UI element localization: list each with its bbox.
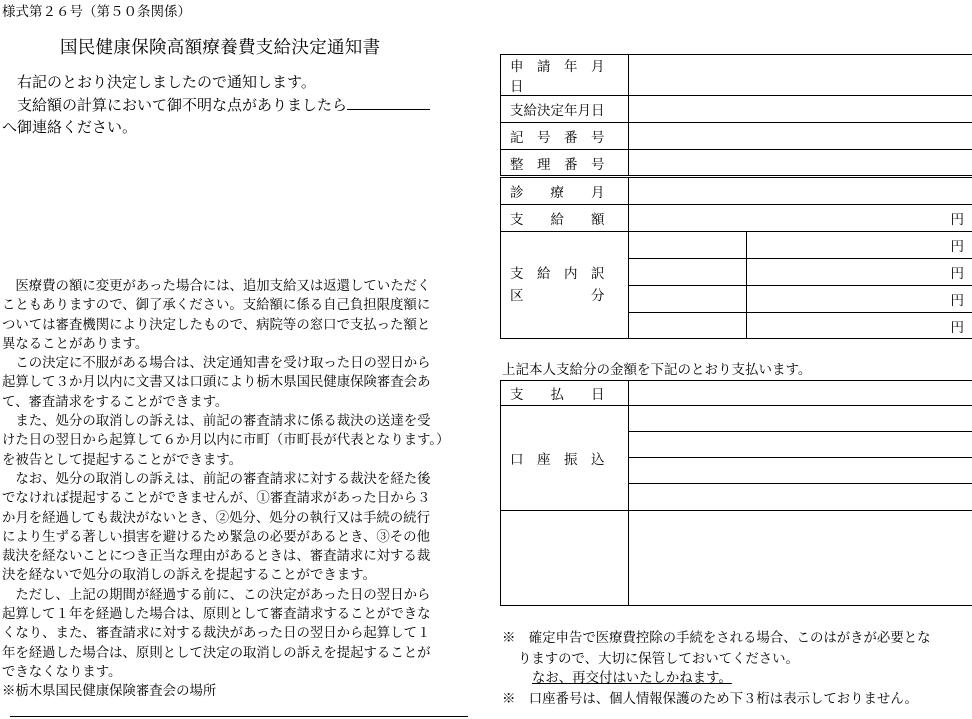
table-row <box>501 96 972 123</box>
table-row <box>501 406 972 432</box>
breakdown-label-line-1: 支 給 内 訳 <box>510 266 605 282</box>
breakdown-amount-yen: 円 <box>747 232 972 259</box>
bank-transfer-cell <box>629 432 972 458</box>
blank-label-cell <box>501 511 629 606</box>
note-line: ただし、上記の期間が経過する前に、この決定があった日の翌日から <box>2 587 431 603</box>
bank-transfer-cell <box>629 406 972 432</box>
tribunal-location-blank-line <box>10 716 468 717</box>
footnote-2: ※ 口座番号は、個人情報保護のため下３桁は表示しておりません。 <box>502 692 918 707</box>
table-row <box>501 150 972 176</box>
table-row <box>501 511 972 606</box>
note-line: また、処分の取消しの訴えは、前記の審査請求に係る裁決の送達を受 <box>2 414 431 430</box>
note-line: 起算して３か月以内に文書又は口頭により栃木県国民健康保険審査会あ <box>2 375 431 391</box>
form-number: 様式第２６号（第５０条関係） <box>2 4 191 20</box>
note-line: けた日の翌日から起算して６か月以内に市町（市町長が代表となります。） <box>2 433 450 449</box>
treatment-month-value <box>629 178 972 205</box>
symbol-number-label: 記 号 番 号 <box>501 123 629 150</box>
reference-number-label: 整 理 番 号 <box>501 150 629 176</box>
breakdown-category-cell <box>629 286 747 313</box>
table-row <box>501 381 972 406</box>
payment-decision-date-label: 支給決定年月日 <box>501 96 629 123</box>
note-line: により生ずる著しい損害を避けるため緊急の必要があるとき、③その他 <box>2 529 430 545</box>
breakdown-category-cell <box>629 313 747 339</box>
breakdown-category-cell <box>629 232 747 259</box>
intro-line-1: 右記のとおり決定しましたので通知します。 <box>17 73 316 91</box>
breakdown-category-cell <box>629 259 747 286</box>
table-row <box>501 232 972 259</box>
bank-transfer-cell <box>629 458 972 484</box>
document-title: 国民健康保険高額療養費支給決定通知書 <box>60 38 381 58</box>
application-date-label: 申 請 年 月 日 <box>501 55 629 96</box>
blank-value-cell <box>629 511 972 606</box>
note-line: 裁決を経ないことにつき正当な理由があるときは、審査請求に対する裁 <box>2 549 431 565</box>
intro-line-3: へ御連絡ください。 <box>2 118 138 136</box>
table-row <box>501 55 972 96</box>
application-info-table <box>500 54 972 176</box>
payment-date-label: 支 払 日 <box>501 381 629 406</box>
payment-amount-yen: 円 <box>629 205 972 232</box>
note-line: 起算して１年を経過した場合は、原則として審査請求することができな <box>2 607 431 623</box>
footnote-1-line-3: なお、再交付はいたしかねます。 <box>532 671 732 686</box>
application-date-value <box>629 55 972 96</box>
note-line: 決を経ないで処分の取消しの訴えを提起することができます。 <box>2 568 376 584</box>
note-line: 医療費の額に変更があった場合には、追加支給又は返還していただく <box>2 279 431 294</box>
symbol-number-value <box>629 123 972 150</box>
table-row <box>501 178 972 205</box>
note-line: ついては審査機関により決定したもので、病院等の窓口で支払った額と <box>2 317 431 333</box>
intro-line-2: 支給額の計算において御不明な点がありましたら <box>17 96 348 114</box>
payment-amount-table <box>500 177 972 339</box>
payment-breakdown-label <box>501 232 629 339</box>
treatment-month-label: 診 療 月 <box>501 178 629 205</box>
payment-date-value <box>629 381 972 406</box>
table-row <box>501 205 972 232</box>
table-row <box>501 123 972 150</box>
payment-statement: 上記本人支給分の金額を下記のとおり支払います。 <box>502 362 812 378</box>
note-line: を被告として提起することができます。 <box>2 452 242 468</box>
note-line: でなければ提起することができませんが、①審査請求があった日から３ <box>2 491 431 507</box>
note-line: 年を経過した場合は、原則として決定の取消しの訴えを提起することが <box>2 645 431 661</box>
breakdown-label-line-2: 区 分 <box>510 288 605 304</box>
note-line: くなり、また、審査請求に対する裁決があった日の翌日から起算して１ <box>2 626 431 642</box>
note-line: できなくなります。 <box>2 664 122 680</box>
payment-amount-label: 支 給 額 <box>501 205 629 232</box>
footnote-1-line-2: りますので、大切に保管しておいてください。 <box>518 652 799 667</box>
footnote-1-line-1: ※ 確定申告で医療費控除の手続をされる場合、このはがきが必要とな <box>502 631 931 646</box>
breakdown-amount-yen: 円 <box>747 259 972 286</box>
note-line: か月を経過しても裁決がないとき、②処分、処分の執行又は手続の続行 <box>2 510 430 526</box>
payment-method-table <box>500 380 972 606</box>
intro-text <box>2 71 430 138</box>
reference-number-value <box>629 150 972 176</box>
bank-transfer-label: 口 座 振 込 <box>501 406 629 511</box>
breakdown-amount-yen: 円 <box>747 286 972 313</box>
contact-blank-line <box>347 93 430 110</box>
note-line: この決定に不服がある場合は、決定通知書を受け取った日の翌日から <box>2 356 431 372</box>
notes-section <box>2 277 477 702</box>
note-line: なお、処分の取消しの訴えは、前記の審査請求に対する裁決を経た後 <box>2 471 431 487</box>
tribunal-location-label: ※栃木県国民健康保険審査会の場所 <box>2 684 217 700</box>
note-line: こともありますので、御了承ください。支給額に係る自己負担限度額に <box>2 298 431 314</box>
note-line: 異なることがあります。 <box>2 336 149 352</box>
bank-transfer-cell <box>629 484 972 511</box>
note-line: て、審査請求をすることができます。 <box>2 394 229 410</box>
breakdown-amount-yen: 円 <box>747 313 972 339</box>
payment-decision-date-value <box>629 96 972 123</box>
